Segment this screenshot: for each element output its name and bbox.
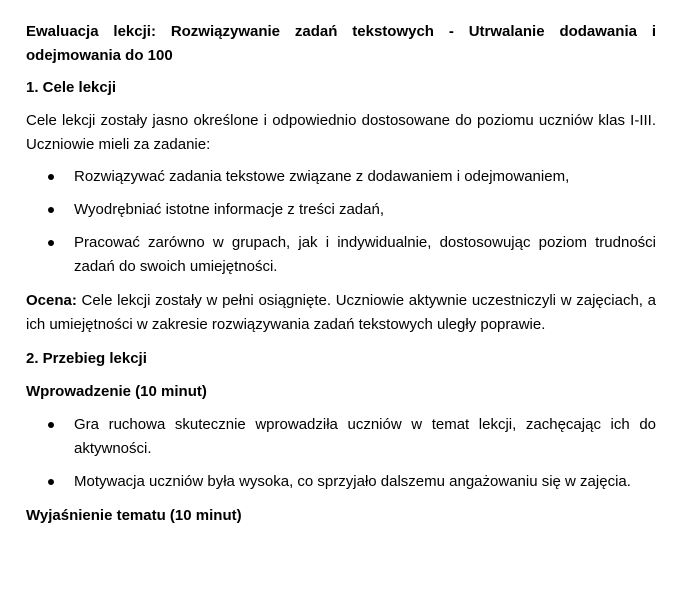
list-item	[26, 413, 656, 461]
list-item	[26, 165, 656, 189]
assessment-label: Ocena:	[26, 292, 77, 309]
list-item-text: Wyodrębniać istotne informacje z treści zadań,	[74, 201, 385, 218]
bullet-icon	[48, 479, 54, 485]
goals-list	[26, 165, 656, 279]
bullet-icon	[48, 207, 54, 213]
list-item	[26, 231, 656, 279]
list-item-text: Rozwiązywać zadania tekstowe związane z dodawaniem i odejmowaniem,	[74, 168, 570, 185]
list-item	[26, 470, 656, 494]
intro-list	[26, 413, 656, 494]
subsection-heading-wprowadzenie: Wprowadzenie (10 minut)	[26, 383, 207, 400]
document-title: Ewaluacja lekcji: Rozwiązywanie zadań tekstowych - Utrwalanie dodawania i odejmowania do 100	[26, 23, 656, 64]
bullet-icon	[48, 174, 54, 180]
list-item	[26, 198, 656, 222]
section-intro: Cele lekcji zostały jasno określone i odpowiednio dostosowane do poziomu uczniów klas I-III. Uczniowie mieli za zadanie:	[26, 112, 656, 153]
subsection-heading-wyjasnienie: Wyjaśnienie tematu (10 minut)	[26, 507, 242, 524]
bullet-icon	[48, 240, 54, 246]
assessment-text: Cele lekcji zostały w pełni osiągnięte. Uczniowie aktywnie uczestniczyli w zajęciach, a ich umiejętności w zakresie rozwiązywania zadań tekstowych uległy poprawie.	[26, 292, 656, 333]
bullet-icon	[48, 422, 54, 428]
list-item-text: Motywacja uczniów była wysoka, co sprzyjało dalszemu angażowaniu się w zajęcia.	[74, 473, 631, 490]
assessment-paragraph	[26, 289, 656, 337]
section-heading-cele: 1. Cele lekcji	[26, 79, 117, 96]
list-item-text: Pracować zarówno w grupach, jak i indywidualnie, dostosowując poziom trudności zadań do swoich umiejętności.	[74, 234, 656, 275]
section-heading-przebieg: 2. Przebieg lekcji	[26, 350, 147, 367]
list-item-text: Gra ruchowa skutecznie wprowadziła uczniów w temat lekcji, zachęcając ich do aktywności.	[74, 416, 656, 457]
